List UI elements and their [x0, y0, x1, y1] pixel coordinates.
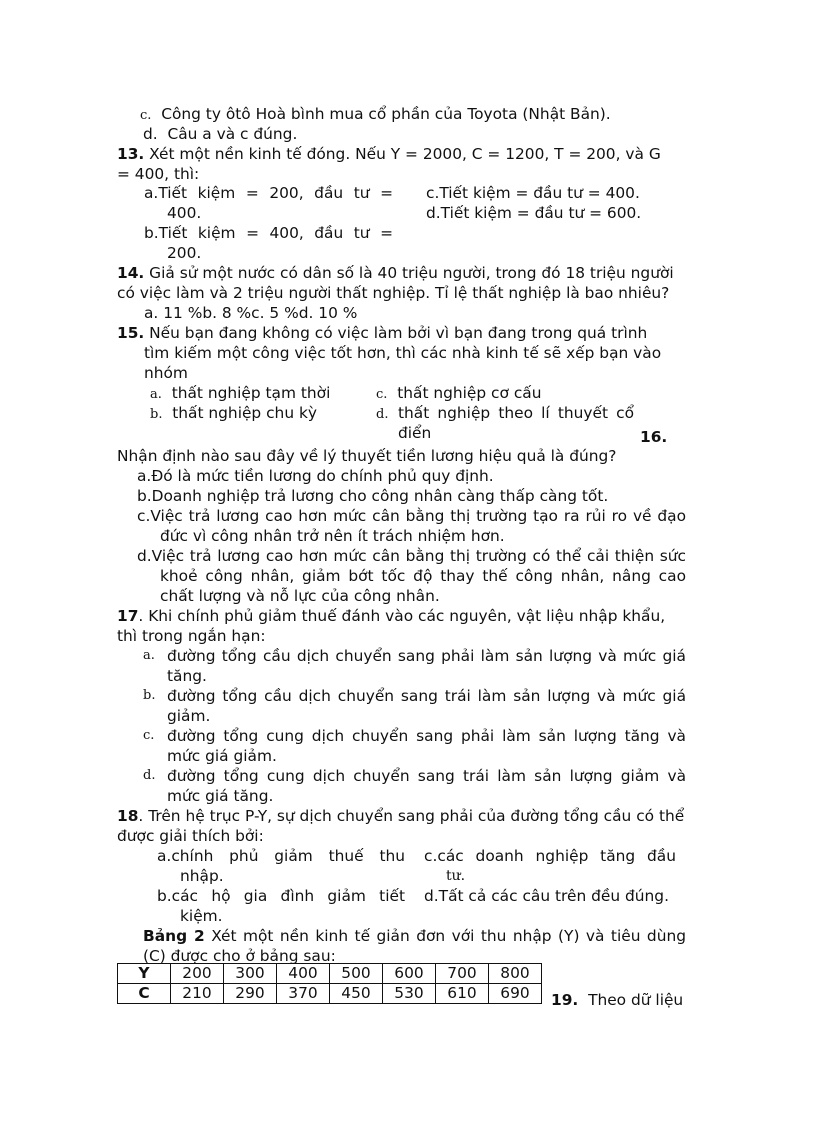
q15-stem-line3: nhóm — [144, 364, 188, 382]
q18-option-a-cont: nhập. — [180, 867, 224, 885]
table-cell: 530 — [383, 984, 436, 1004]
q17-option-b-cont: giảm. — [167, 707, 211, 725]
q17-option-b: đường tổng cầu dịch chuyển sang trái làm sản lượng và mức giá — [167, 687, 686, 705]
q18-option-c: c.các doanh nghiệp tăng đầu — [424, 847, 676, 865]
table-cell: 400 — [277, 964, 330, 984]
table-cell: 300 — [224, 964, 277, 984]
q17-d-marker: d. — [143, 768, 156, 783]
q19-text: Theo dữ liệu — [588, 991, 684, 1009]
q13-stem-line1: Xét một nền kinh tế đóng. Nếu Y = 2000, C = 1200, T = 200, và G — [149, 145, 661, 163]
q18-option-b: b.các hộ gia đình giảm tiết — [157, 887, 405, 905]
table-cell: 450 — [330, 984, 383, 1004]
q15-option-a — [150, 383, 330, 405]
q19-start — [551, 990, 683, 1010]
q13-number: 13. — [117, 145, 145, 163]
q14-stem-line1: Giả sử một nước có dân số là 40 triệu người, trong đó 18 triệu người — [149, 264, 674, 282]
table-cell: 210 — [171, 984, 224, 1004]
table-row-c — [118, 984, 542, 1004]
table-cell: 690 — [489, 984, 542, 1004]
q15-number: 15. — [117, 324, 145, 342]
table-cell: 700 — [436, 964, 489, 984]
bang2-text-line1: Xét một nền kinh tế giản đơn với thu nhập (Y) và tiêu dùng — [211, 927, 686, 945]
q15-stem — [117, 323, 647, 343]
q14-stem-line2: có việc làm và 2 triệu người thất nghiệp. Tỉ lệ thất nghiệp là bao nhiêu? — [117, 284, 670, 302]
q12-d-marker: d. — [143, 125, 158, 143]
q13-option-d: d.Tiết kiệm = đầu tư = 600. — [426, 204, 642, 222]
q17-a-marker: a. — [143, 648, 155, 663]
table-cell: 290 — [224, 984, 277, 1004]
q18-stem — [117, 806, 684, 826]
bang2-intro — [143, 926, 686, 946]
q17-number: 17 — [117, 607, 139, 625]
q15-option-c — [376, 383, 541, 405]
q17-option-a-cont: tăng. — [167, 667, 207, 685]
q18-option-d: d.Tất cả các câu trên đều đúng. — [424, 887, 669, 905]
q15-a-marker: a. — [150, 387, 162, 402]
q13-stem — [117, 144, 661, 164]
table-cell: 200 — [171, 964, 224, 984]
q13-option-a: a.Tiết kiệm = 200, đầu tư = — [144, 184, 393, 202]
bang2-label: Bảng 2 — [143, 927, 205, 945]
q17-b-marker: b. — [143, 688, 156, 703]
q16-option-d-cont1: khoẻ công nhân, giảm bớt tốc độ thay thế công nhân, nâng cao — [160, 567, 686, 585]
q16-option-d-cont2: chất lượng và nỗ lực của công nhân. — [160, 587, 440, 605]
q19-number: 19. — [551, 991, 579, 1009]
q15-d-text: thất nghiệp theo lí thuyết cổ — [398, 404, 634, 422]
q14-number: 14. — [117, 264, 145, 282]
q13-option-b: b.Tiết kiệm = 400, đầu tư = — [144, 224, 393, 242]
q15-stem-line1: Nếu bạn đang không có việc làm bởi vì bạn đang trong quá trình — [149, 324, 648, 342]
q15-c-marker: c. — [376, 387, 388, 402]
q15-stem-line2: tìm kiếm một công việc tốt hơn, thì các nhà kinh tế sẽ xếp bạn vào — [144, 344, 662, 362]
q12-option-d — [143, 124, 297, 144]
table-cell: 600 — [383, 964, 436, 984]
q18-stem-line1: . Trên hệ trục P-Y, sự dịch chuyển sang phải của đường tổng cầu có thể — [138, 807, 685, 825]
table-row-y — [118, 964, 542, 984]
q15-option-b — [150, 403, 317, 425]
q17-option-d-cont: mức giá tăng. — [167, 787, 274, 805]
q16-option-b: b.Doanh nghiệp trả lương cho công nhân càng thấp càng tốt. — [137, 487, 609, 505]
q18-stem-line2: được giải thích bởi: — [117, 827, 264, 845]
q18-number: 18 — [117, 807, 139, 825]
table-cell: 610 — [436, 984, 489, 1004]
q17-option-c-cont: mức giá giảm. — [167, 747, 277, 765]
q15-c-text: thất nghiệp cơ cấu — [397, 384, 542, 402]
bang2-text-line2: (C) được cho ở bảng sau: — [143, 947, 336, 965]
q12-option-c — [140, 104, 611, 126]
q16-option-c: c.Việc trả lương cao hơn mức cân bằng thị trường tạo ra rủi ro về đạo — [137, 507, 686, 525]
q13-option-b-cont: 200. — [167, 244, 202, 262]
q12-d-text: Câu a và c đúng. — [167, 125, 298, 143]
table-cell: 500 — [330, 964, 383, 984]
table-cell: 800 — [489, 964, 542, 984]
q18-option-c-cont: tư. — [446, 868, 466, 884]
q17-stem-line1: . Khi chính phủ giảm thuế đánh vào các nguyên, vật liệu nhập khẩu, — [138, 607, 666, 625]
q15-a-text: thất nghiệp tạm thời — [171, 384, 331, 402]
q17-option-d: đường tổng cung dịch chuyển sang trái làm sản lượng giảm và — [167, 767, 686, 785]
q14-options: a. 11 %b. 8 %c. 5 %d. 10 % — [144, 304, 358, 322]
q12-c-marker: c. — [140, 108, 152, 123]
q16-number: 16. — [640, 428, 668, 446]
q16-stem: Nhận định nào sau đây về lý thuyết tiền lương hiệu quả là đúng? — [117, 447, 617, 465]
q12-c-text: Công ty ôtô Hoà bình mua cổ phần của Toyota (Nhật Bản). — [161, 105, 611, 123]
q13-option-a-cont: 400. — [167, 204, 202, 222]
q18-option-a: a.chính phủ giảm thuế thu — [157, 847, 405, 865]
table-cell: 370 — [277, 984, 330, 1004]
q13-option-c: c.Tiết kiệm = đầu tư = 400. — [426, 184, 640, 202]
q13-stem-line2: = 400, thì: — [117, 165, 200, 183]
q17-option-a: đường tổng cầu dịch chuyển sang phải làm sản lượng và mức giá — [167, 647, 686, 665]
row-label-c: C — [118, 984, 171, 1004]
row-label-y: Y — [118, 964, 171, 984]
q15-b-marker: b. — [150, 407, 163, 422]
q16-option-c-cont: đức vì công nhân trở nên ít trách nhiệm hơn. — [160, 527, 505, 545]
q18-option-b-cont: kiệm. — [180, 907, 223, 925]
q15-b-text: thất nghiệp chu kỳ — [172, 404, 317, 422]
q15-option-d — [376, 403, 398, 425]
q14-stem — [117, 263, 674, 283]
q16-option-a: a.Đó là mức tiền lương do chính phủ quy định. — [137, 467, 494, 485]
bang2-table — [117, 963, 542, 1004]
q16-option-d: d.Việc trả lương cao hơn mức cân bằng thị trường có thể cải thiện sức — [137, 547, 686, 565]
q17-stem — [117, 606, 665, 626]
q15-d-marker: d. — [376, 407, 389, 422]
q17-stem-line2: thì trong ngắn hạn: — [117, 627, 266, 645]
q17-option-c: đường tổng cung dịch chuyển sang phải làm sản lượng tăng và — [167, 727, 686, 745]
q17-c-marker: c. — [143, 728, 155, 743]
q15-d-text-cont: điển — [398, 424, 432, 442]
